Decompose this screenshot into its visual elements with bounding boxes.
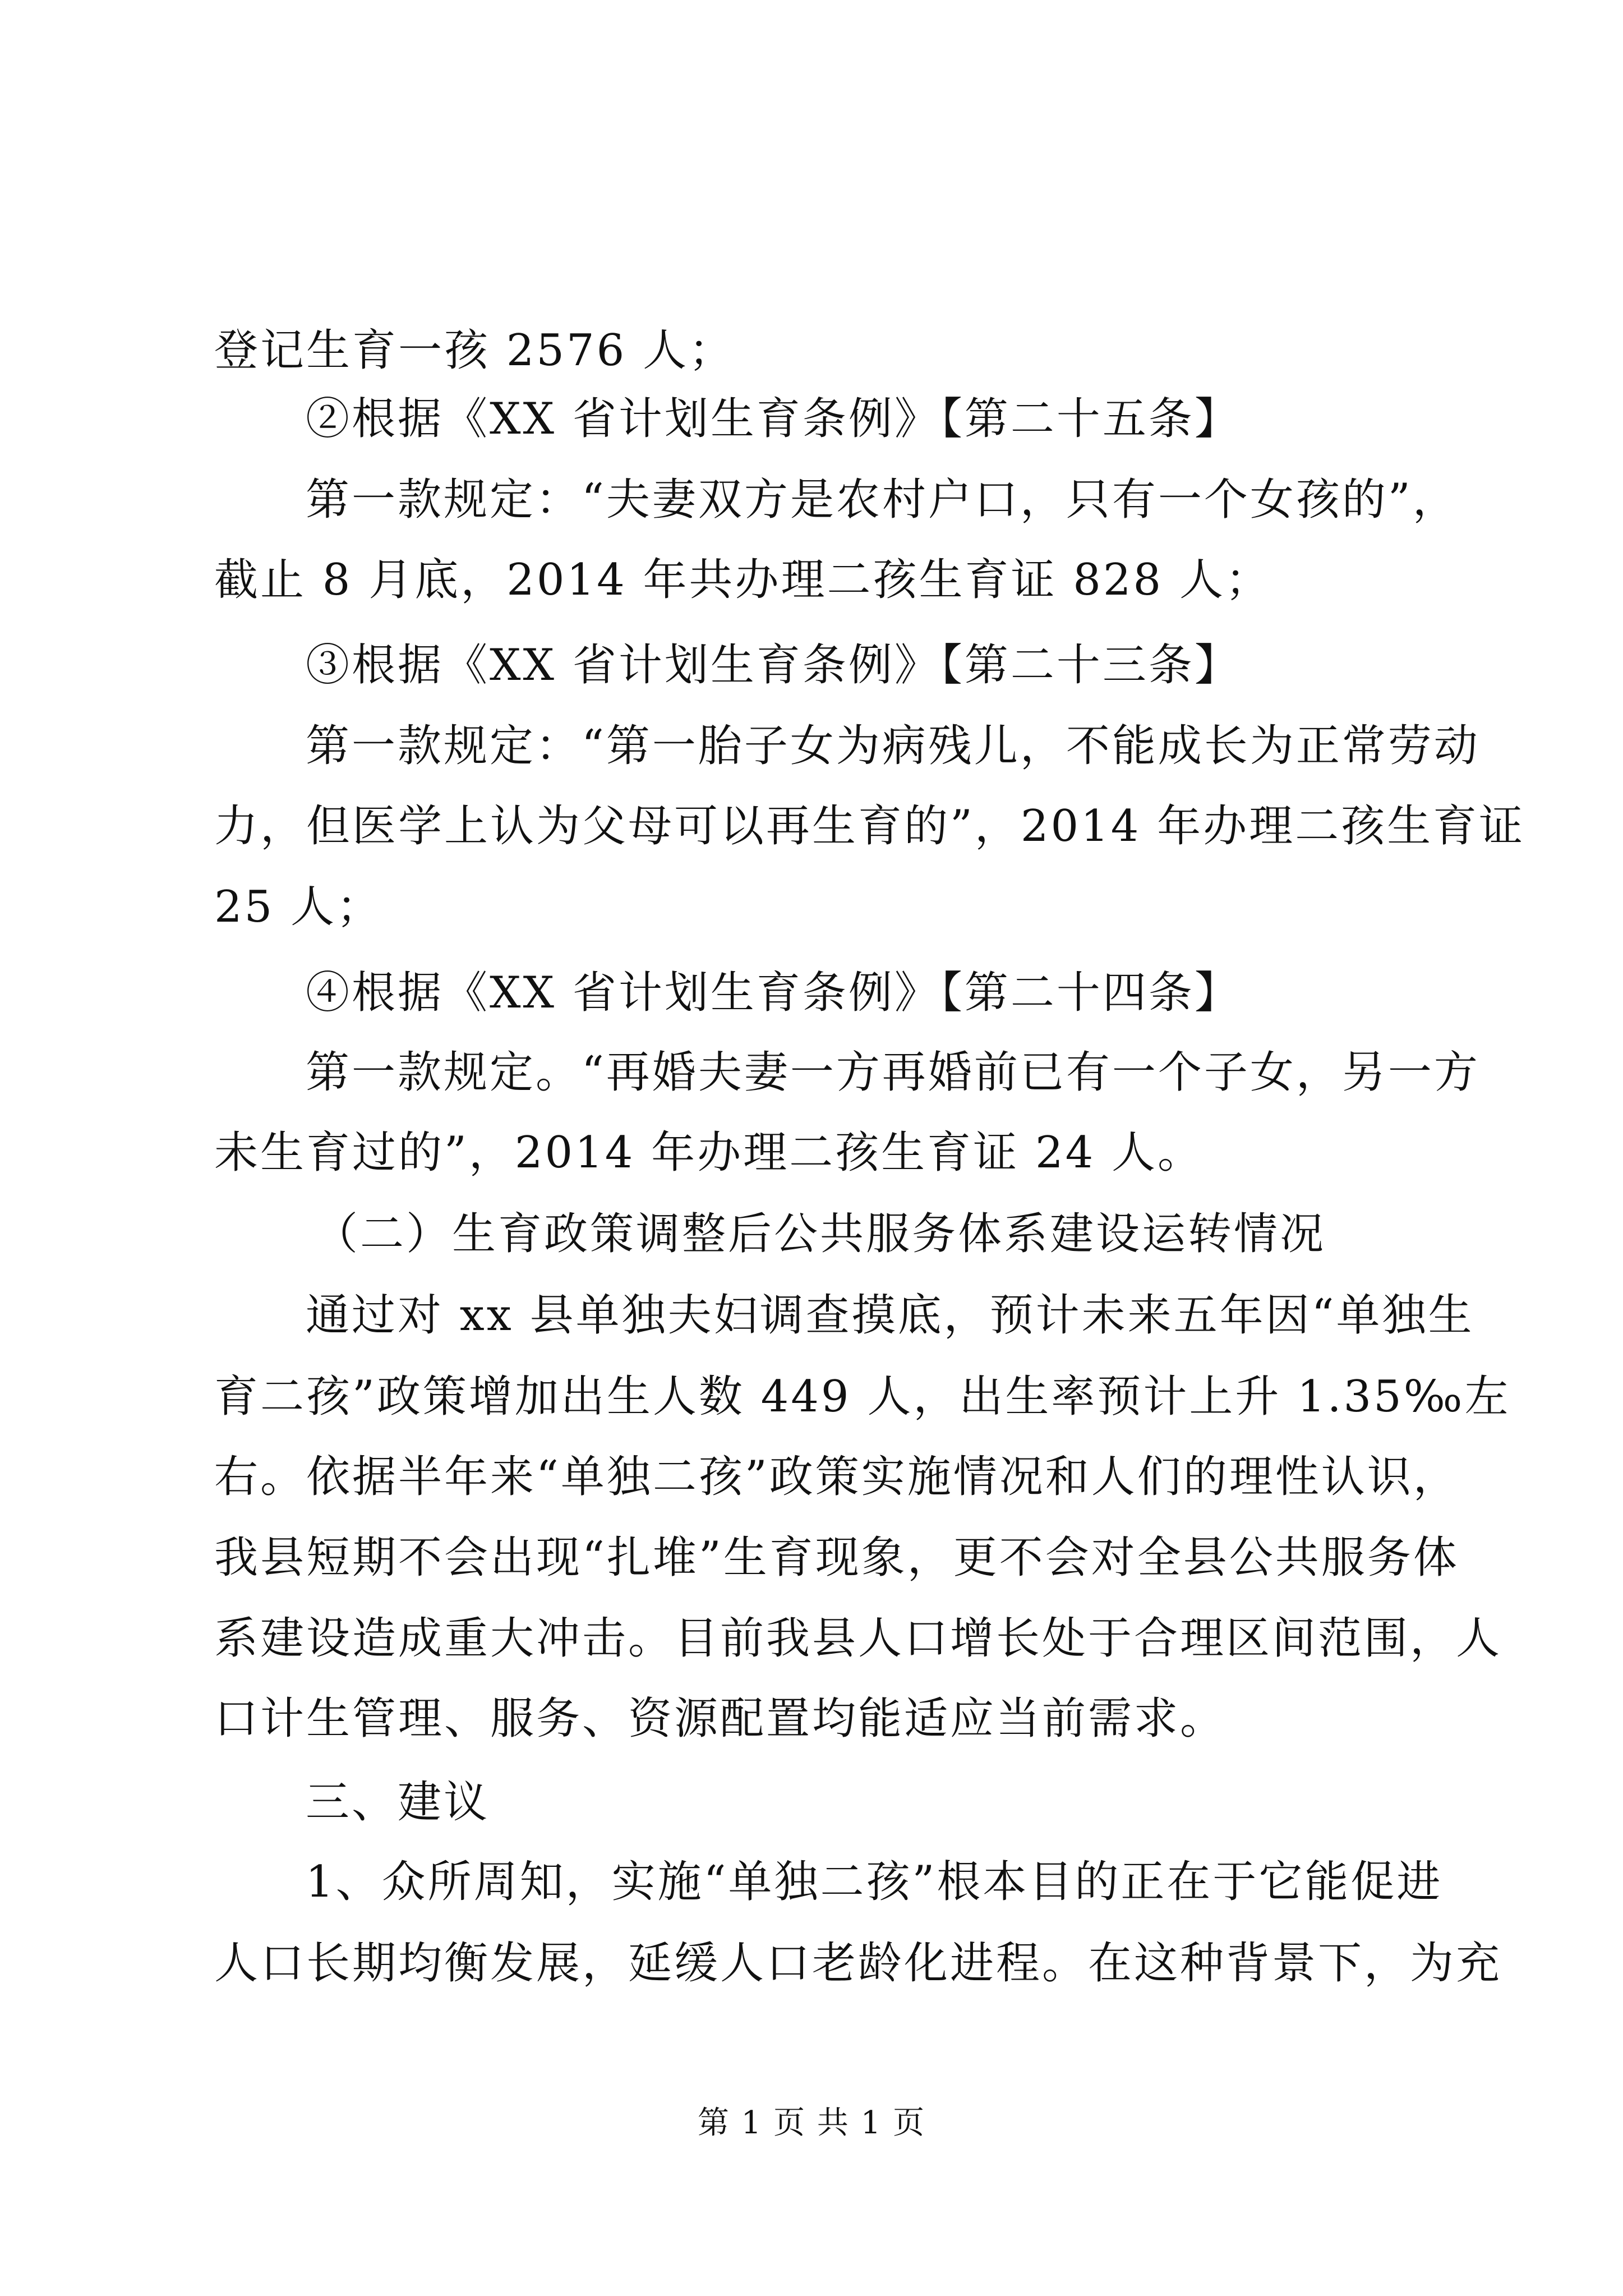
text-line: ③根据《XX 省计划生育条例》【第二十三条】 <box>306 640 1241 691</box>
text-line: 第一款规定：“第一胎子女为病残儿，不能成长为正常劳动 <box>306 721 1480 771</box>
text-line: 未生育过的”，2014 年办理二孩生育证 24 人。 <box>214 1128 1204 1178</box>
text-line: 育二孩”政策增加出生人数 449 人，出生率预计上升 1.35‰左 <box>214 1372 1511 1422</box>
text-line: 我县短期不会出现“扎堆”生育现象，更不会对全县公共服务体 <box>214 1533 1459 1583</box>
section-heading: 三、建议 <box>306 1777 490 1828</box>
text-line: ②根据《XX 省计划生育条例》【第二十五条】 <box>306 394 1241 444</box>
text-line: 力，但医学上认为父母可以再生育的”，2014 年办理二孩生育证 <box>214 801 1525 852</box>
text-line: 第一款规定。“再婚夫妻一方再婚前已有一个子女，另一方 <box>306 1047 1480 1098</box>
text-line: 口计生管理、服务、资源配置均能适应当前需求。 <box>214 1694 1227 1744</box>
section-heading: （二）生育政策调整后公共服务体系建设运转情况 <box>314 1209 1326 1259</box>
text-line: 人口长期均衡发展，延缓人口老龄化进程。在这种背景下，为充 <box>214 1938 1502 1989</box>
text-line: 第一款规定：“夫妻双方是农村户口，只有一个女孩的”， <box>306 475 1459 525</box>
text-line: 截止 8 月底，2014 年共办理二孩生育证 828 人； <box>214 555 1271 605</box>
text-line: ④根据《XX 省计划生育条例》【第二十四条】 <box>306 968 1241 1018</box>
page-footer: 第 1 页 共 1 页 <box>697 2105 926 2141</box>
text-line: 25 人； <box>214 882 383 932</box>
text-line: 通过对 xx 县单独夫妇调查摸底，预计未来五年因“单独生 <box>306 1290 1474 1341</box>
text-line: 系建设造成重大冲击。目前我县人口增长处于合理区间范围，人 <box>214 1613 1502 1664</box>
text-line: 右。依据半年来“单独二孩”政策实施情况和人们的理性认识， <box>214 1452 1459 1502</box>
text-line: 1、众所周知，实施“单独二孩”根本目的正在于它能促进 <box>306 1857 1443 1907</box>
text-line: 登记生育一孩 2576 人； <box>214 325 735 376</box>
